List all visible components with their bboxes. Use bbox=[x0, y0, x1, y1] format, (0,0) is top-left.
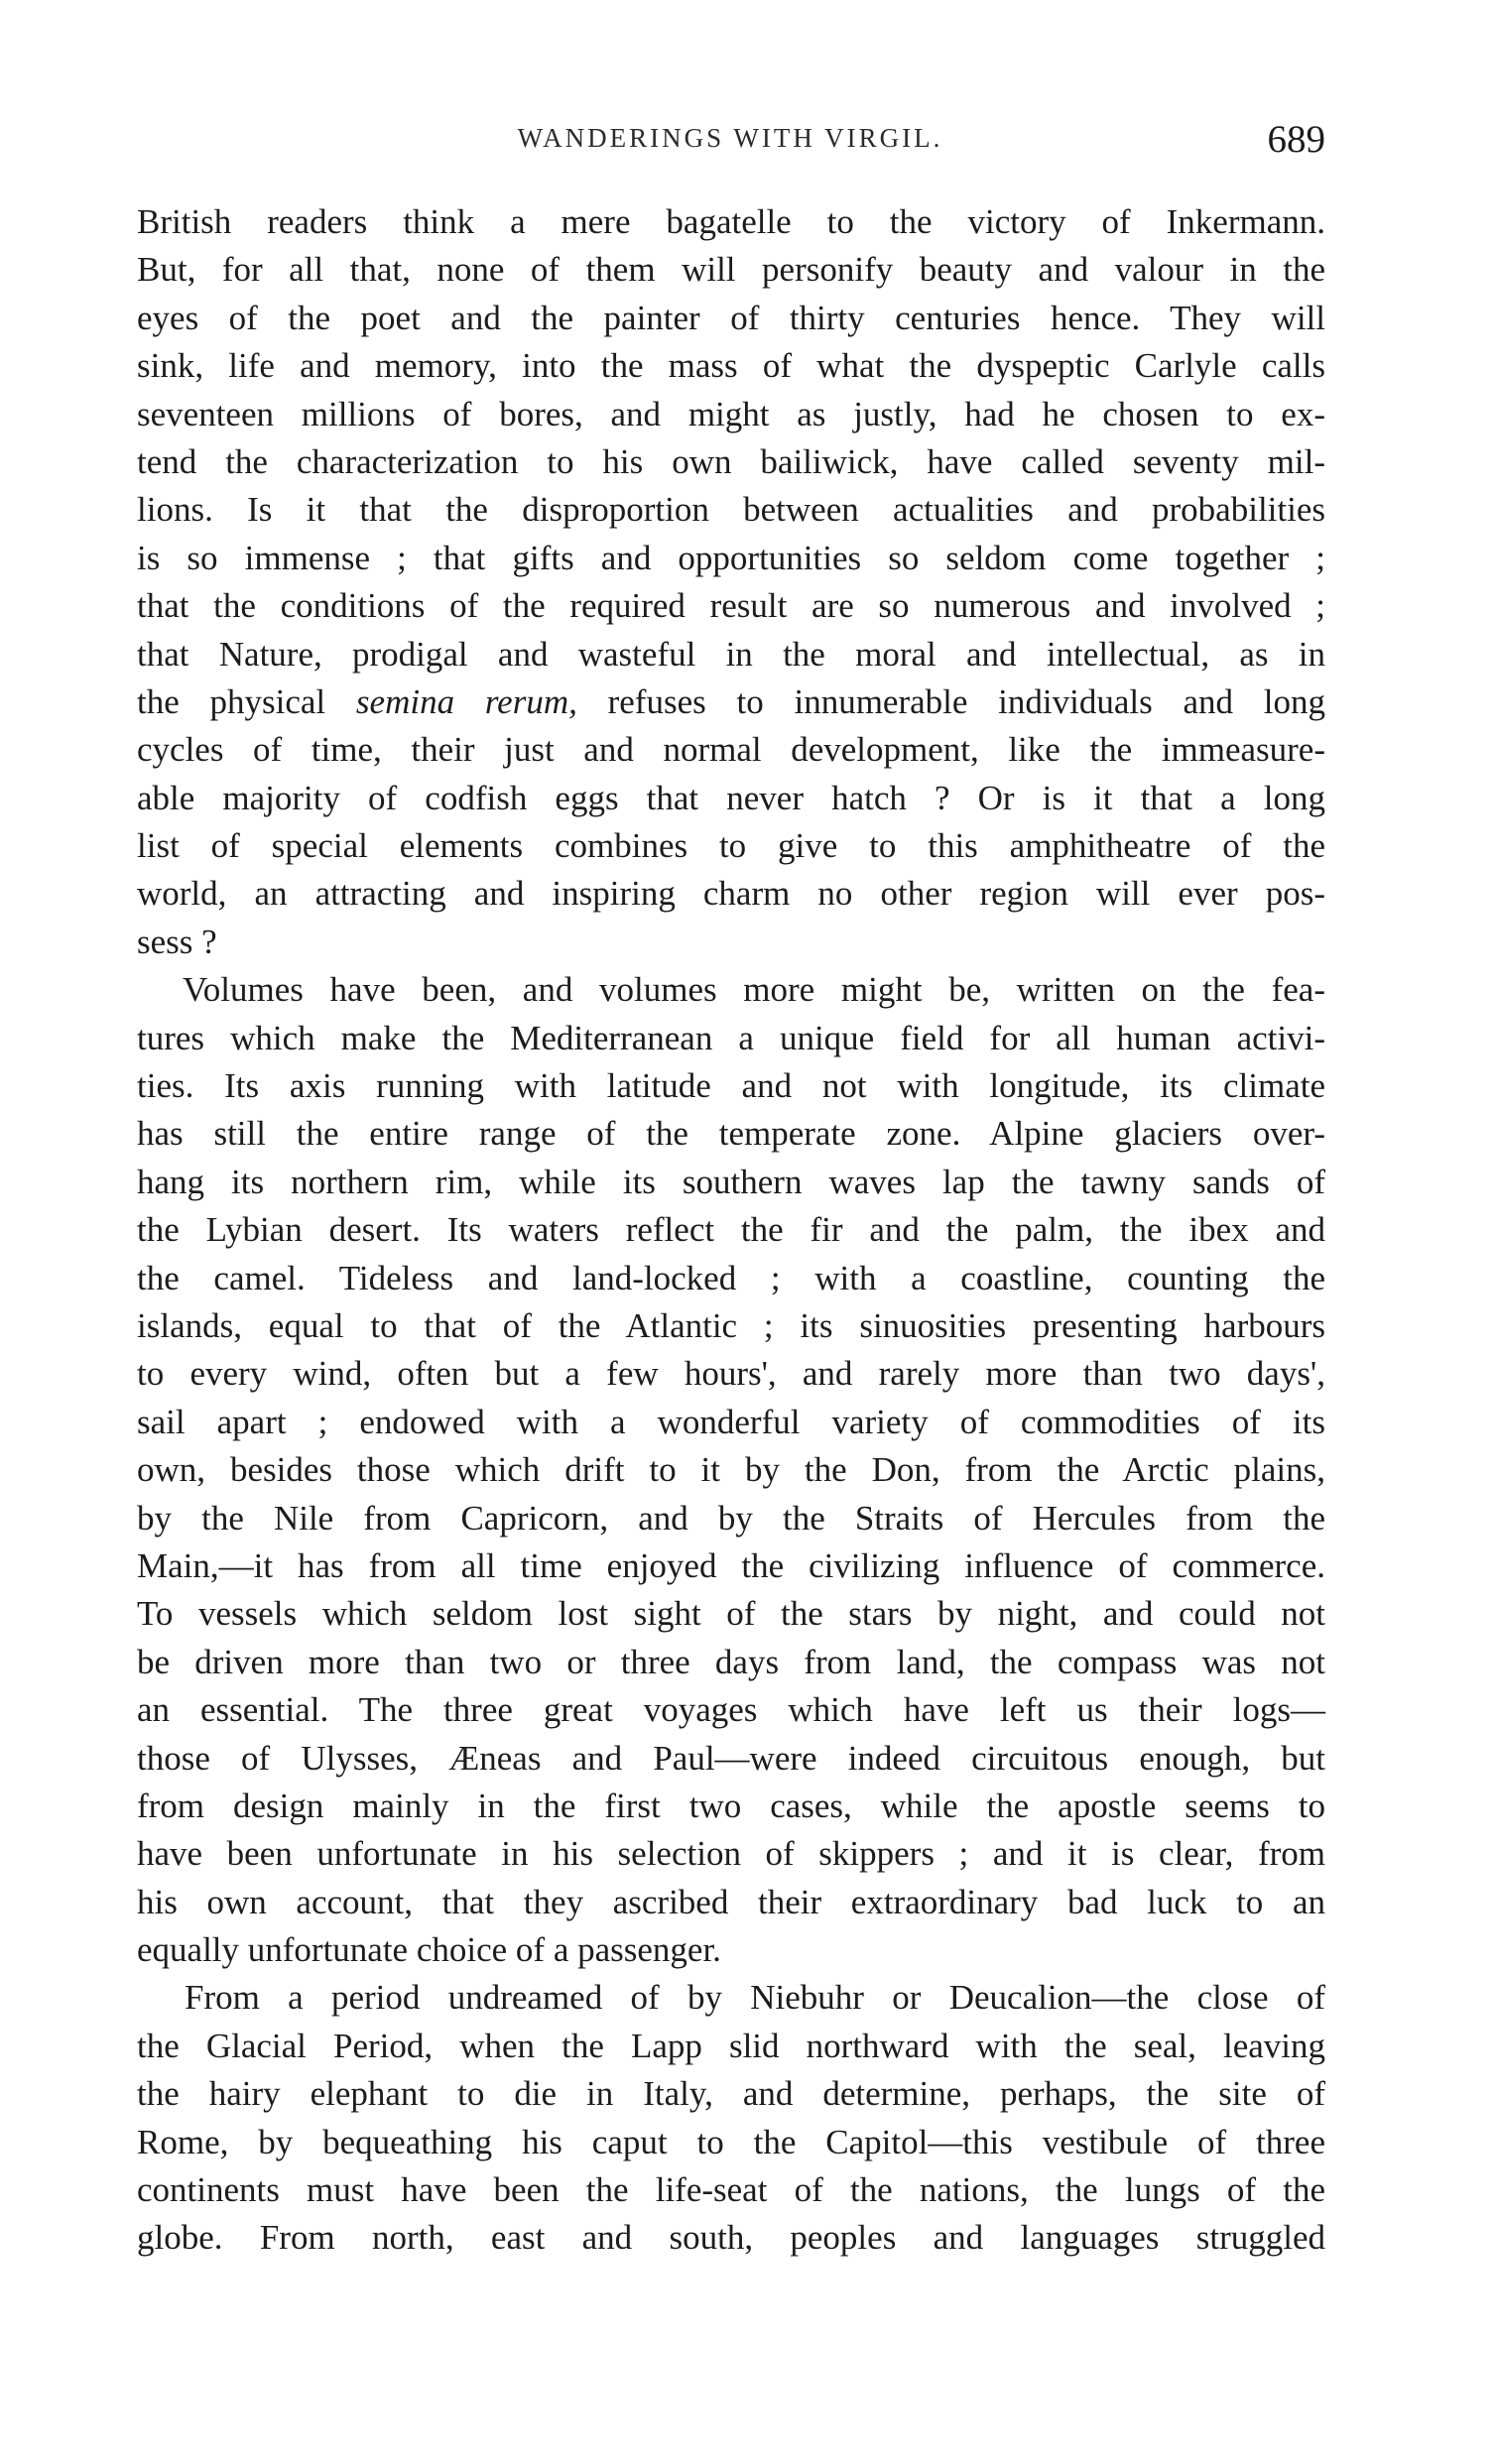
text-fragment: refuses to innumerable individuals and long bbox=[576, 681, 1325, 721]
text-line bbox=[137, 678, 1325, 726]
text-line: able majority of codfish eggs that never hatch ? Or is it that a long bbox=[137, 778, 1325, 817]
text-line: eyes of the poet and the painter of thirty centuries hence. They will bbox=[137, 298, 1325, 337]
text-line: ties. Its axis running with latitude and not with longitude, its climate bbox=[137, 1066, 1325, 1106]
text-line: those of Ulysses, Æneas and Paul—were indeed circuitous enough, but bbox=[137, 1738, 1325, 1778]
text-line: seventeen millions of bores, and might as justly, had he chosen to ex- bbox=[137, 394, 1325, 433]
text-line: own, besides those which drift to it by the Don, from the Arctic plains, bbox=[137, 1450, 1325, 1490]
text-line: sail apart ; endowed with a wonderful variety of commodities of its bbox=[137, 1402, 1325, 1441]
text-line: islands, equal to that of the Atlantic ; its sinuosities presenting harbours bbox=[137, 1305, 1325, 1345]
text-line: has still the entire range of the temperate zone. Alpine glaciers over- bbox=[137, 1114, 1325, 1154]
paragraph-2 bbox=[137, 966, 1325, 1974]
text-line: from design mainly in the first two cases, while the apostle seems to bbox=[137, 1786, 1325, 1825]
text-line: to every wind, often but a few hours', and rarely more than two days', bbox=[137, 1354, 1325, 1394]
text-line: globe. From north, east and south, peoples and languages struggled bbox=[137, 2218, 1325, 2258]
body-text bbox=[137, 198, 1325, 2263]
paragraph-3 bbox=[137, 1974, 1325, 2262]
text-fragment: the physical bbox=[137, 681, 356, 721]
text-line: the Glacial Period, when the Lapp slid northward with the seal, leaving bbox=[137, 2026, 1325, 2065]
text-line: the hairy elephant to die in Italy, and determine, perhaps, the site of bbox=[137, 2074, 1325, 2114]
text-line: be driven more than two or three days from land, the compass was not bbox=[137, 1642, 1325, 1681]
text-line: the camel. Tideless and land-locked ; with a coastline, counting the bbox=[137, 1258, 1325, 1297]
text-line: list of special elements combines to give to this amphitheatre of the bbox=[137, 826, 1325, 866]
text-line: Main,—it has from all time enjoyed the civilizing influence of commerce. bbox=[137, 1545, 1325, 1585]
text-line: From a period undreamed of by Niebuhr or Deucalion—the close of bbox=[185, 1978, 1325, 2018]
text-line: the Lybian desert. Its waters reflect the fir and the palm, the ibex and bbox=[137, 1210, 1325, 1250]
text-line: tend the characterization to his own bailiwick, have called seventy mil- bbox=[137, 441, 1325, 481]
text-line: equally unfortunate choice of a passenger. bbox=[137, 1930, 721, 1970]
text-line: Volumes have been, and volumes more might be, written on the fea- bbox=[183, 970, 1325, 1010]
page-header bbox=[135, 117, 1325, 177]
text-line: his own account, that they ascribed their extraordinary bad luck to an bbox=[137, 1882, 1325, 1921]
text-line: tures which make the Mediterranean a unique field for all human activi- bbox=[137, 1018, 1325, 1057]
text-line: Rome, by bequeathing his caput to the Capitol—this vestibule of three bbox=[137, 2122, 1325, 2161]
text-line: that the conditions of the required result are so numerous and involved ; bbox=[137, 586, 1325, 626]
text-line: To vessels which seldom lost sight of the stars by night, and could not bbox=[137, 1594, 1325, 1634]
text-line: hang its northern rim, while its southern waves lap the tawny sands of bbox=[137, 1162, 1325, 1201]
text-line: have been unfortunate in his selection of skippers ; and it is clear, from bbox=[137, 1834, 1325, 1874]
text-line: sink, life and memory, into the mass of what the dyspeptic Carlyle calls bbox=[137, 346, 1325, 386]
text-line: by the Nile from Capricorn, and by the Straits of Hercules from the bbox=[137, 1498, 1325, 1538]
running-title: WANDERINGS WITH VIRGIL. bbox=[517, 123, 943, 153]
text-line: But, for all that, none of them will personify beauty and valour in the bbox=[137, 250, 1325, 290]
text-line: continents must have been the life-seat of the nations, the lungs of the bbox=[137, 2170, 1325, 2210]
text-line: world, an attracting and inspiring charm no other region will ever pos- bbox=[137, 874, 1325, 914]
text-line: that Nature, prodigal and wasteful in the moral and intellectual, as in bbox=[137, 634, 1325, 674]
page-number: 689 bbox=[1267, 118, 1325, 161]
text-line: cycles of time, their just and normal development, like the immeasure- bbox=[137, 730, 1325, 770]
latin-phrase: semina rerum, bbox=[355, 681, 577, 721]
text-line: sess ? bbox=[137, 922, 217, 961]
text-line: is so immense ; that gifts and opportunities so seldom come together ; bbox=[137, 538, 1325, 577]
text-line: an essential. The three great voyages which have left us their logs— bbox=[137, 1690, 1325, 1730]
paragraph-1 bbox=[137, 198, 1325, 966]
text-line: British readers think a mere bagatelle to the victory of Inkermann. bbox=[137, 202, 1325, 241]
text-line: lions. Is it that the disproportion between actualities and probabilities bbox=[137, 490, 1325, 530]
